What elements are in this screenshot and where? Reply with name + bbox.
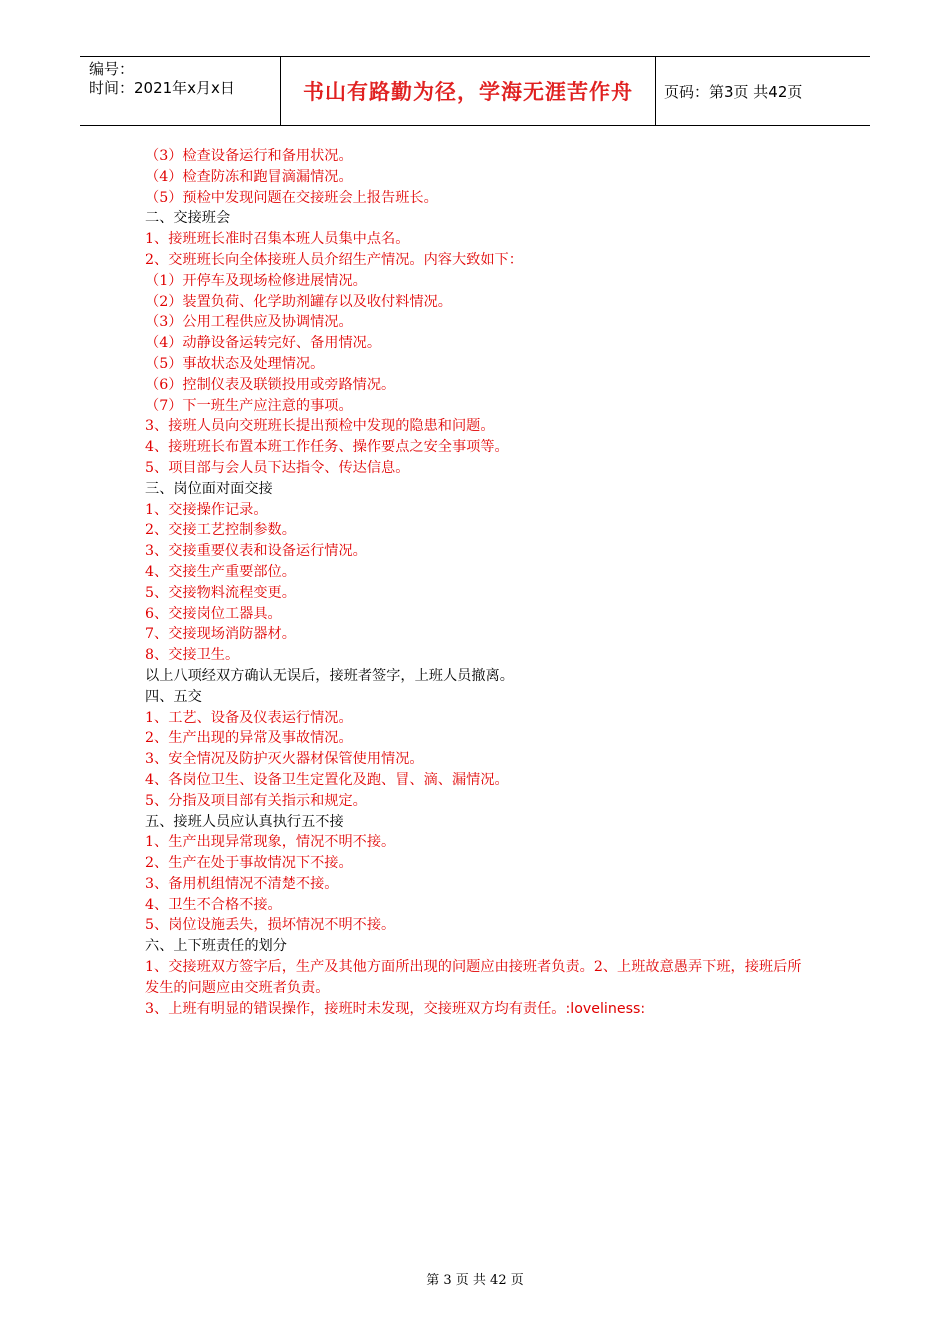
page-footer: 第 3 页 共 42 页 <box>426 1273 524 1288</box>
body-line: （5）预检中发现问题在交接班会上报告班长。 <box>145 189 438 206</box>
last-line-tail: :loveliness: <box>565 1000 646 1017</box>
page-number-label: 页码：第3页 共42页 <box>664 82 803 101</box>
section-heading: 六、上下班责任的划分 <box>145 938 287 955</box>
section-heading: 三、岗位面对面交接 <box>145 480 273 497</box>
body-line: 5、项目部与会人员下达指令、传达信息。 <box>145 459 410 476</box>
body-line: 1、交接班双方签字后，生产及其他方面所出现的问题应由接班者负责。2、上班故意愚弄下班，接班后所发生的问题应由交班者负责。 <box>145 959 802 996</box>
header-page-cell <box>655 57 870 125</box>
document-body <box>145 146 815 1019</box>
last-line-text: 3、上班有明显的错误操作，接班时未发现，交接班双方均有责任。 <box>145 1000 566 1017</box>
body-line: 4、接班班长布置本班工作任务、操作要点之安全事项等。 <box>145 439 509 456</box>
body-line: 3、备用机组情况不清楚不接。 <box>145 875 339 892</box>
body-line: 5、交接物料流程变更。 <box>145 584 296 601</box>
number-label: 编号： <box>89 60 135 78</box>
body-line: 5、分指及项目部有关指示和规定。 <box>145 792 367 809</box>
body-line: 6、交接岗位工器具。 <box>145 605 282 622</box>
body-line: 4、卫生不合格不接。 <box>145 896 282 913</box>
body-line: 3、接班人员向交班班长提出预检中发现的隐患和问题。 <box>145 418 495 435</box>
body-line: （4）动静设备运转完好、备用情况。 <box>145 335 382 352</box>
body-line: 4、交接生产重要部位。 <box>145 563 296 580</box>
document-header <box>80 56 870 126</box>
body-line: （3）检查设备运行和备用状况。 <box>145 148 353 164</box>
motto-title: 书山有路勤为径，学海无涯苦作舟 <box>303 80 633 104</box>
body-line: 5、岗位设施丢失，损坏情况不明不接。 <box>145 917 396 934</box>
body-line: 2、交班班长向全体接班人员介绍生产情况。内容大致如下： <box>145 251 523 268</box>
body-line: 1、接班班长准时召集本班人员集中点名。 <box>145 231 410 248</box>
section-heading: 二、交接班会 <box>145 210 231 227</box>
body-line: 2、交接工艺控制参数。 <box>145 522 296 539</box>
body-line: 3、交接重要仪表和设备运行情况。 <box>145 543 367 560</box>
body-line-last <box>145 999 815 1020</box>
body-line: （6）控制仪表及联锁投用或旁路情况。 <box>145 376 396 393</box>
body-line: （7）下一班生产应注意的事项。 <box>145 397 353 414</box>
body-line: 8、交接卫生。 <box>145 647 240 664</box>
body-line: 2、生产在处于事故情况下不接。 <box>145 855 353 872</box>
header-motto-cell <box>280 57 656 125</box>
body-line: （1）开停车及现场检修进展情况。 <box>145 272 367 289</box>
body-line: 1、交接操作记录。 <box>145 501 268 518</box>
body-line: 2、生产出现的异常及事故情况。 <box>145 730 353 747</box>
body-line: 1、生产出现异常现象，情况不明不接。 <box>145 834 396 851</box>
body-line: （5）事故状态及处理情况。 <box>145 355 325 372</box>
header-left-cell <box>80 57 280 125</box>
section-heading: 以上八项经双方确认无误后，接班者签字，上班人员撤离。 <box>145 667 514 684</box>
date-label: 时间：2021年x月x日 <box>89 79 235 97</box>
section-heading: 五、接班人员应认真执行五不接 <box>145 813 344 830</box>
body-line: 4、各岗位卫生、设备卫生定置化及跑、冒、滴、漏情况。 <box>145 771 509 788</box>
body-line: （4）检查防冻和跑冒滴漏情况。 <box>145 168 353 185</box>
body-line: 3、安全情况及防护灭火器材保管使用情况。 <box>145 751 424 768</box>
body-line: （2）装置负荷、化学助剂罐存以及收付料情况。 <box>145 293 452 310</box>
body-line: （3）公用工程供应及协调情况。 <box>145 314 353 331</box>
body-line: 7、交接现场消防器材。 <box>145 626 296 643</box>
body-line: 1、工艺、设备及仪表运行情况。 <box>145 709 353 726</box>
section-heading: 四、五交 <box>145 688 202 705</box>
